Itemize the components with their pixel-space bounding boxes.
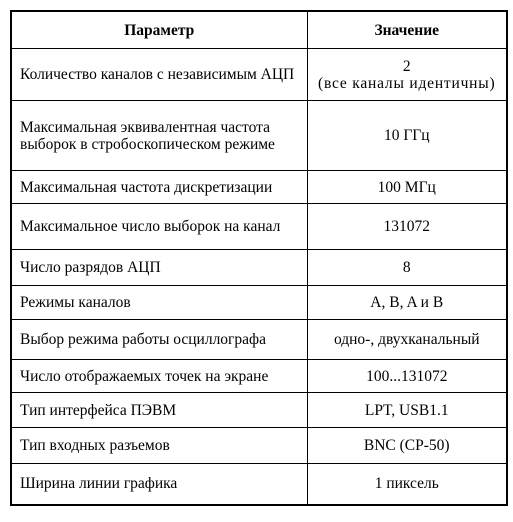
value-cell: 8 (307, 250, 507, 286)
param-cell: Ширина линии графика (11, 464, 307, 505)
value-cell: 131072 (307, 204, 507, 250)
param-cell: Тип интерфейса ПЭВМ (11, 393, 307, 428)
param-cell: Максимальная частота дискретизации (11, 171, 307, 204)
value-cell: A, B, A и B (307, 286, 507, 320)
value-note: (все каналы идентичны) (318, 74, 496, 92)
value-cell: одно-, двухканальный (307, 320, 507, 360)
value-cell: BNC (СР-50) (307, 428, 507, 464)
header-param: Параметр (11, 11, 307, 49)
param-cell: Максимальная эквивалентная частота выборок в стробоскопическом режиме (11, 101, 307, 171)
value-text: 2 (402, 57, 411, 75)
value-cell (307, 49, 507, 101)
table-row (11, 250, 507, 286)
param-cell: Тип входных разъемов (11, 428, 307, 464)
value-cell: 1 пиксель (307, 464, 507, 505)
param-cell: Число отображаемых точек на экране (11, 360, 307, 393)
value-cell: LPT, USB1.1 (307, 393, 507, 428)
table-row (11, 286, 507, 320)
table-row (11, 49, 507, 101)
parameters-table (10, 10, 508, 506)
table-row (11, 320, 507, 360)
table-row (11, 204, 507, 250)
table-header-row (11, 11, 507, 49)
table-row (11, 360, 507, 393)
param-cell: Выбор режима работы осциллографа (11, 320, 307, 360)
header-value: Значение (307, 11, 507, 49)
param-cell: Число разрядов АЦП (11, 250, 307, 286)
param-cell: Количество каналов с независимым АЦП (11, 49, 307, 101)
table-row (11, 464, 507, 505)
table-row (11, 393, 507, 428)
param-cell: Режимы каналов (11, 286, 307, 320)
table-row (11, 428, 507, 464)
value-cell: 10 ГГц (307, 101, 507, 171)
value-cell: 100 МГц (307, 171, 507, 204)
value-cell: 100...131072 (307, 360, 507, 393)
table-row (11, 101, 507, 171)
param-cell: Максимальное число выборок на канал (11, 204, 307, 250)
table-row (11, 171, 507, 204)
